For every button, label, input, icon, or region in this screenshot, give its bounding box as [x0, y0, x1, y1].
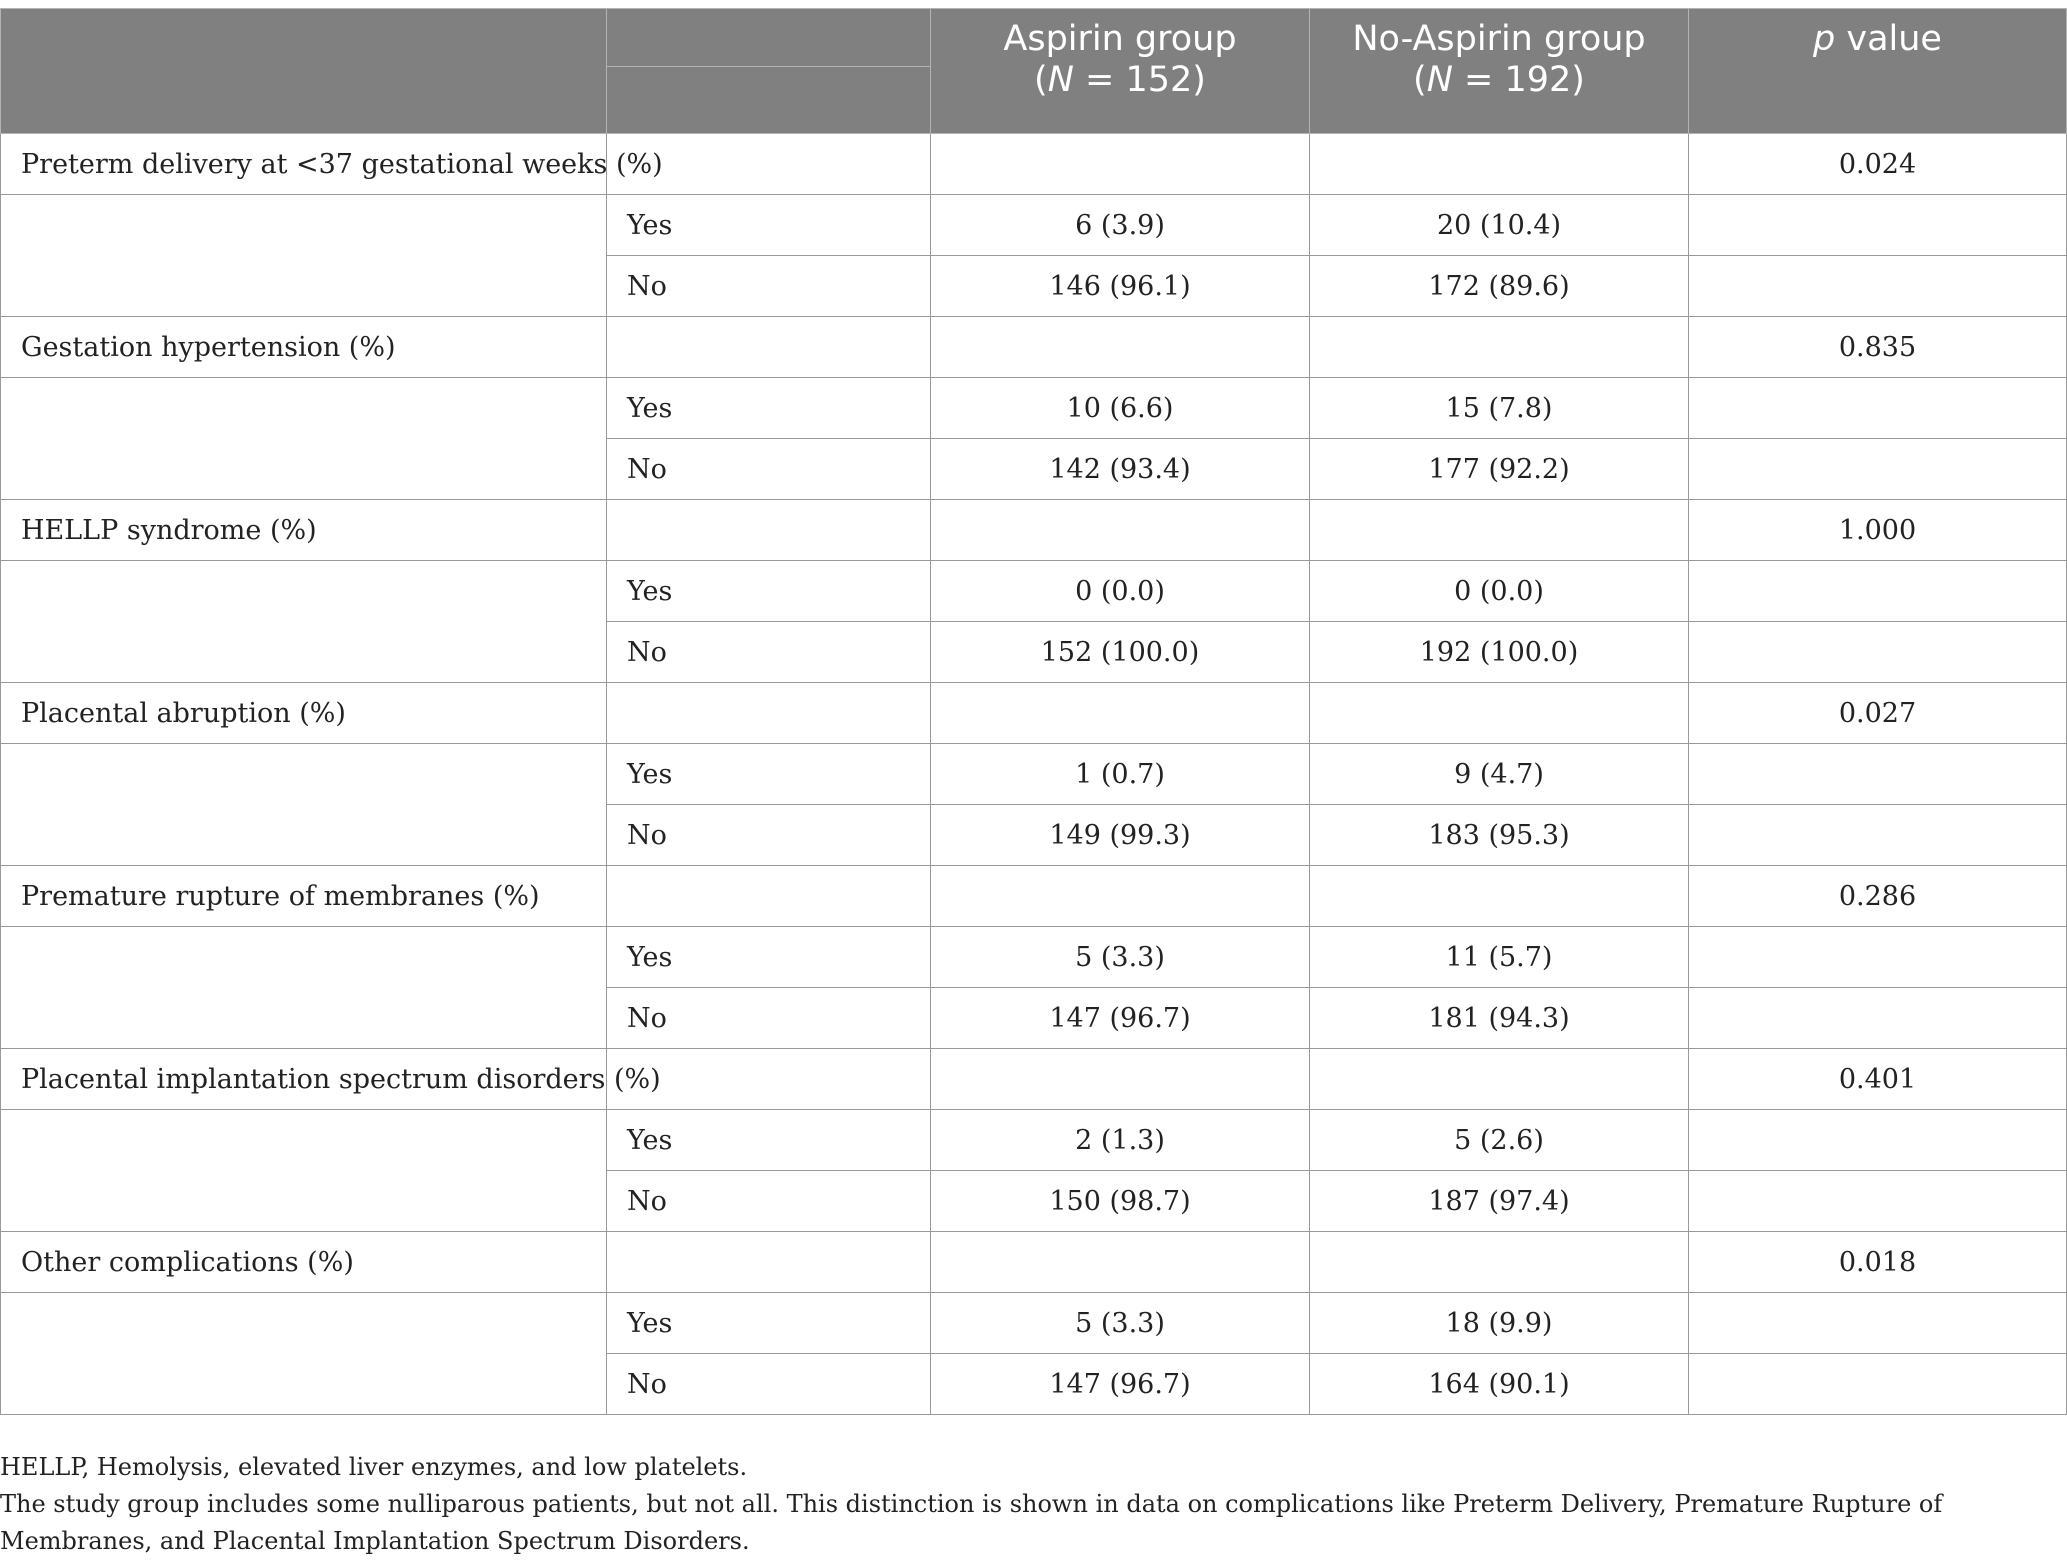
- footnote-note: The study group includes some nulliparous patients, but not all. This distinction is shown in data on complications like Preterm Delivery, Premature Rupture of Membranes, and Placental Implantation Spectrum Disorders.: [0, 1490, 1943, 1555]
- aspirin-value-cell: 1 (0.7): [931, 744, 1310, 805]
- no-aspirin-value-cell: 183 (95.3): [1310, 805, 1689, 866]
- complications-table: [0, 8, 2067, 1415]
- outcome-label: Yes: [607, 1110, 931, 1171]
- outcome-label: Yes: [607, 195, 931, 256]
- no-aspirin-value-cell: 9 (4.7): [1310, 744, 1689, 805]
- empty-cell: [1310, 1232, 1689, 1293]
- aspirin-value-cell: 142 (93.4): [931, 439, 1310, 500]
- complications-table-container: [0, 8, 2067, 1415]
- header-blank-1: [1, 9, 607, 134]
- no-aspirin-value-cell: 0 (0.0): [1310, 561, 1689, 622]
- empty-cell: [1, 561, 607, 683]
- outcome-row-yes: [1, 561, 2067, 622]
- category-label: Placental implantation spectrum disorders (%): [1, 1049, 607, 1110]
- p-value-cell: 1.000: [1689, 500, 2067, 561]
- header-aspirin-n-label: N: [1047, 60, 1074, 100]
- table-body: [1, 134, 2067, 1415]
- empty-cell: [1310, 500, 1689, 561]
- outcome-row-yes: [1, 378, 2067, 439]
- header-p-rest: value: [1835, 19, 1942, 59]
- empty-cell: [1310, 1049, 1689, 1110]
- category-label: Preterm delivery at <37 gestational weeks (%): [1, 134, 607, 195]
- empty-cell: [1310, 866, 1689, 927]
- empty-cell: [1, 1293, 607, 1415]
- outcome-row-yes: [1, 1110, 2067, 1171]
- aspirin-value-cell: 0 (0.0): [931, 561, 1310, 622]
- no-aspirin-value-cell: 11 (5.7): [1310, 927, 1689, 988]
- aspirin-value-cell: 152 (100.0): [931, 622, 1310, 683]
- no-aspirin-value-cell: 192 (100.0): [1310, 622, 1689, 683]
- aspirin-value-cell: 5 (3.3): [931, 1293, 1310, 1354]
- outcome-label: No: [607, 988, 931, 1049]
- empty-cell: [1, 927, 607, 1049]
- empty-cell: [1689, 1293, 2067, 1354]
- outcome-label: Yes: [607, 561, 931, 622]
- empty-cell: [1, 1110, 607, 1232]
- outcome-row-yes: [1, 195, 2067, 256]
- footnote-abbreviation: HELLP, Hemolysis, elevated liver enzymes, and low platelets.: [0, 1453, 748, 1481]
- outcome-row-yes: [1, 1293, 2067, 1354]
- empty-cell: [1689, 561, 2067, 622]
- empty-cell: [1689, 378, 2067, 439]
- empty-cell: [1, 744, 607, 866]
- outcome-label: No: [607, 622, 931, 683]
- category-label: Placental abruption (%): [1, 683, 607, 744]
- empty-cell: [1310, 683, 1689, 744]
- header-no-aspirin-n-label: N: [1426, 60, 1453, 100]
- aspirin-value-cell: 10 (6.6): [931, 378, 1310, 439]
- outcome-label: Yes: [607, 1293, 931, 1354]
- outcome-row-yes: [1, 744, 2067, 805]
- outcome-row-yes: [1, 927, 2067, 988]
- empty-cell: [1310, 134, 1689, 195]
- empty-cell: [1310, 317, 1689, 378]
- no-aspirin-value-cell: 15 (7.8): [1310, 378, 1689, 439]
- header-p-value: [1689, 9, 2067, 134]
- category-label: Gestation hypertension (%): [1, 317, 607, 378]
- empty-cell: [1689, 195, 2067, 256]
- p-value-cell: 0.286: [1689, 866, 2067, 927]
- category-row: [1, 134, 2067, 195]
- empty-cell: [931, 866, 1310, 927]
- category-row: [1, 866, 2067, 927]
- header-blank-2: [607, 9, 931, 67]
- empty-cell: [1689, 927, 2067, 988]
- category-row: [1, 317, 2067, 378]
- empty-cell: [607, 317, 931, 378]
- category-label: Premature rupture of membranes (%): [1, 866, 607, 927]
- no-aspirin-value-cell: 20 (10.4): [1310, 195, 1689, 256]
- p-value-cell: 0.018: [1689, 1232, 2067, 1293]
- category-row: [1, 500, 2067, 561]
- aspirin-value-cell: 149 (99.3): [931, 805, 1310, 866]
- empty-cell: [1, 378, 607, 500]
- outcome-label: Yes: [607, 744, 931, 805]
- aspirin-value-cell: 147 (96.7): [931, 988, 1310, 1049]
- category-label: HELLP syndrome (%): [1, 500, 607, 561]
- header-blank-3: [607, 67, 931, 134]
- no-aspirin-value-cell: 177 (92.2): [1310, 439, 1689, 500]
- header-no-aspirin-n-value: = 192): [1452, 60, 1585, 100]
- empty-cell: [931, 683, 1310, 744]
- empty-cell: [931, 1232, 1310, 1293]
- empty-cell: [1689, 805, 2067, 866]
- outcome-label: No: [607, 256, 931, 317]
- header-aspirin-title: Aspirin group: [1003, 19, 1237, 59]
- table-header: [1, 9, 2067, 134]
- no-aspirin-value-cell: 187 (97.4): [1310, 1171, 1689, 1232]
- empty-cell: [1689, 1110, 2067, 1171]
- empty-cell: [931, 317, 1310, 378]
- aspirin-value-cell: 150 (98.7): [931, 1171, 1310, 1232]
- empty-cell: [607, 683, 931, 744]
- no-aspirin-value-cell: 181 (94.3): [1310, 988, 1689, 1049]
- empty-cell: [1689, 744, 2067, 805]
- empty-cell: [1689, 622, 2067, 683]
- empty-cell: [1689, 1171, 2067, 1232]
- aspirin-value-cell: 147 (96.7): [931, 1354, 1310, 1415]
- p-value-cell: 0.027: [1689, 683, 2067, 744]
- outcome-label: Yes: [607, 927, 931, 988]
- category-row: [1, 1232, 2067, 1293]
- header-aspirin-group: Aspirin group (N = 152): [931, 9, 1310, 134]
- aspirin-value-cell: 6 (3.9): [931, 195, 1310, 256]
- empty-cell: [1, 195, 607, 317]
- header-no-aspirin-group: No-Aspirin group (N = 192): [1310, 9, 1689, 134]
- category-row: [1, 683, 2067, 744]
- no-aspirin-value-cell: 18 (9.9): [1310, 1293, 1689, 1354]
- table-footnotes: [0, 1449, 2067, 1560]
- empty-cell: [607, 866, 931, 927]
- p-value-cell: 0.835: [1689, 317, 2067, 378]
- outcome-label: No: [607, 1171, 931, 1232]
- outcome-label: No: [607, 1354, 931, 1415]
- header-aspirin-n-value: = 152): [1073, 60, 1206, 100]
- empty-cell: [1689, 256, 2067, 317]
- no-aspirin-value-cell: 164 (90.1): [1310, 1354, 1689, 1415]
- empty-cell: [931, 134, 1310, 195]
- header-p-italic: p: [1813, 19, 1836, 59]
- no-aspirin-value-cell: 5 (2.6): [1310, 1110, 1689, 1171]
- empty-cell: [1689, 988, 2067, 1049]
- empty-cell: [607, 500, 931, 561]
- aspirin-value-cell: 2 (1.3): [931, 1110, 1310, 1171]
- p-value-cell: 0.024: [1689, 134, 2067, 195]
- aspirin-value-cell: 5 (3.3): [931, 927, 1310, 988]
- category-label: Other complications (%): [1, 1232, 607, 1293]
- category-row: [1, 1049, 2067, 1110]
- header-no-aspirin-title: No-Aspirin group: [1352, 19, 1646, 59]
- empty-cell: [931, 500, 1310, 561]
- outcome-label: No: [607, 805, 931, 866]
- empty-cell: [607, 1232, 931, 1293]
- outcome-label: Yes: [607, 378, 931, 439]
- outcome-label: No: [607, 439, 931, 500]
- empty-cell: [1689, 439, 2067, 500]
- p-value-cell: 0.401: [1689, 1049, 2067, 1110]
- empty-cell: [1689, 1354, 2067, 1415]
- empty-cell: [931, 1049, 1310, 1110]
- no-aspirin-value-cell: 172 (89.6): [1310, 256, 1689, 317]
- aspirin-value-cell: 146 (96.1): [931, 256, 1310, 317]
